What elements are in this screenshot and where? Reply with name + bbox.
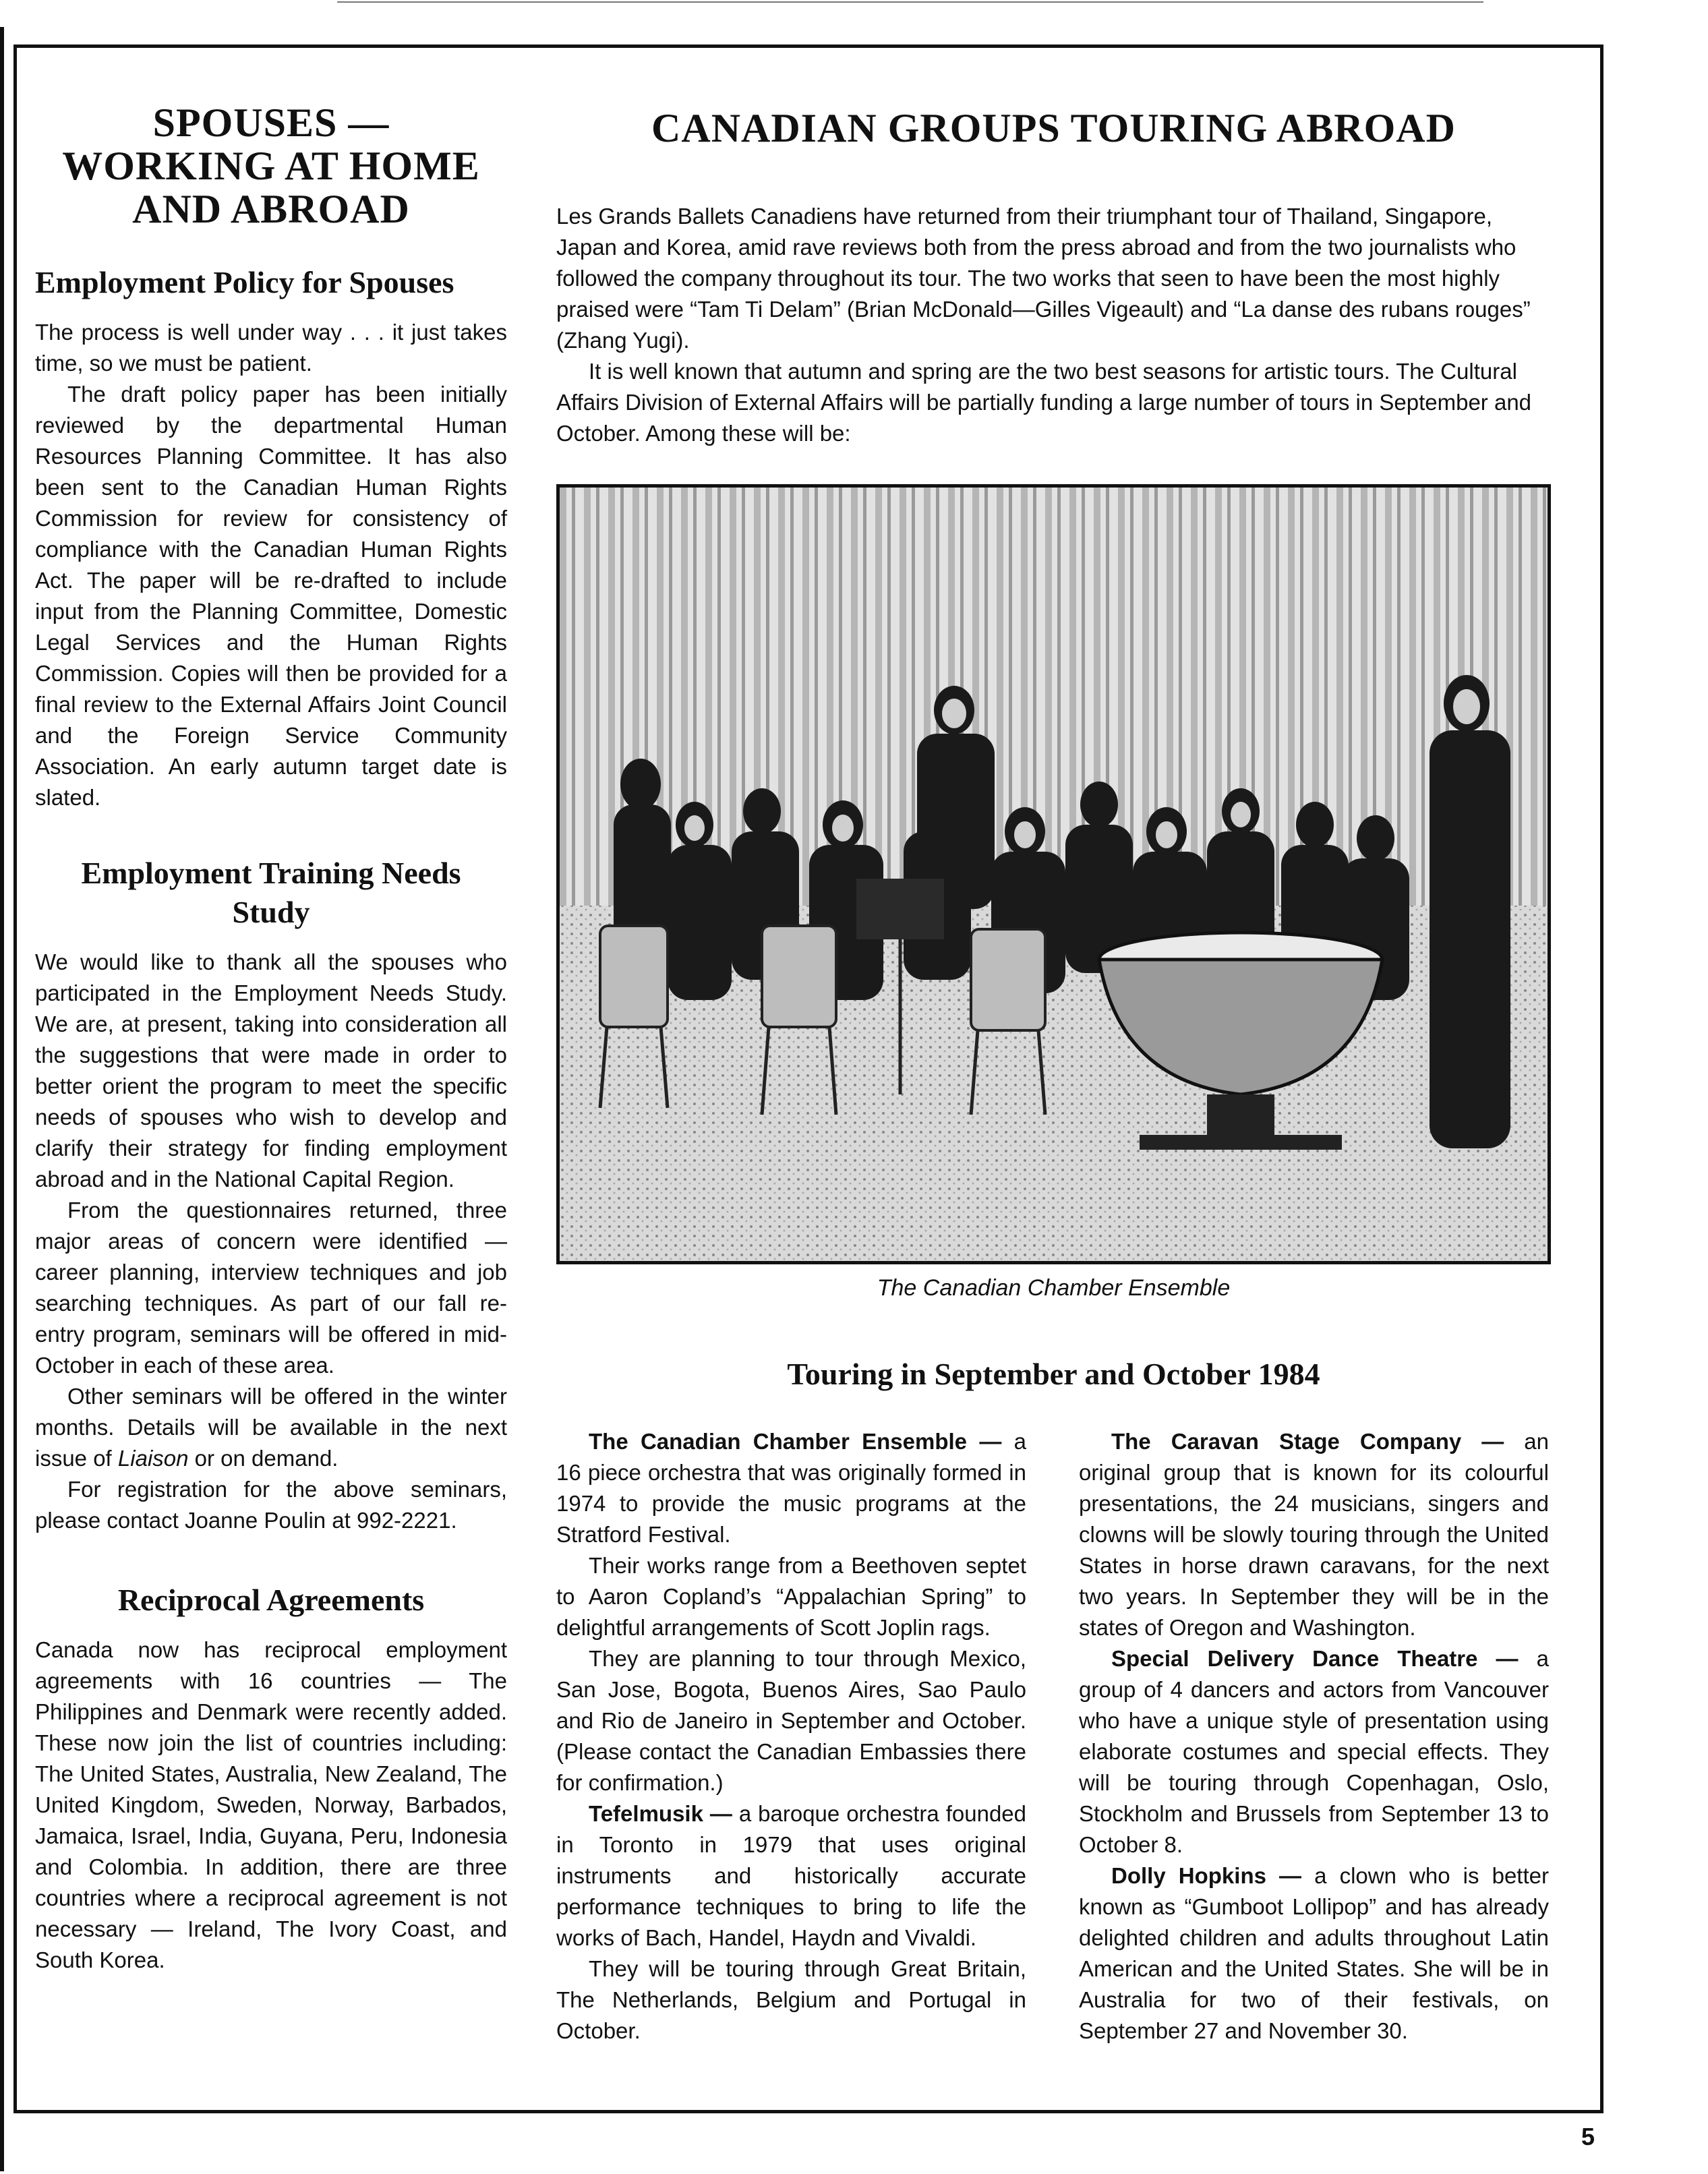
- chamber-ensemble-entry: [556, 1426, 1026, 1550]
- chamber-ensemble-name: The Canadian Chamber Ensemble —: [589, 1429, 1002, 1454]
- reciprocal-paragraph: Canada now has reciprocal employment agreements with 16 countries — The Philippines and Denmark were recently added. These now join the list of countries including: The United States, Australia, New Zealand, The United Kingdom, Sweden, Norway, Barbados, Jamaica, Israel, India, Guyana, Peru, Indonesia and Colombia. In addition, there are three countries where a reciprocal agreement is not necessary — Ireland, The Ivory Coast, and South Korea.: [35, 1637, 507, 1972]
- dolly-hopkins-text: a clown who is better known as “Gumboot Lollipop” and has already delighted children and adults throughout Latin American and the United States. She will be in Australia for two of their festivals, on September 27 and November 30.: [1079, 1863, 1549, 2043]
- liaison-title: Liaison: [117, 1446, 189, 1471]
- training-paragraph-2: From the questionnaires returned, three major areas of concern were identified — career planning, interview techniques and job searching techniques. As part of our fall re-entry program, seminars will be offered in mid-October in each of these area.: [35, 1198, 507, 1378]
- training-p3-after: or on demand.: [188, 1446, 338, 1471]
- tefelmusik-name: Tefelmusik —: [589, 1801, 732, 1826]
- training-p3-before: Other seminars will be offered in the winter months. Details will be available in the next issue of: [35, 1384, 507, 1471]
- chamber-ensemble-text: a 16 piece orchestra that was originally formed in 1974 to provide the music programs at the Stratford Festival.: [556, 1429, 1026, 1547]
- left-column: [35, 101, 507, 1976]
- touring-subheading: Touring in September and October 1984: [787, 1357, 1320, 1391]
- chamber-ensemble-tour: They are planning to tour through Mexico, San Jose, Bogota, Buenos Aires, Sao Paulo and Rio de Janeiro in September and October. (Please contact the Canadian Embassies there for confirmation.): [556, 1646, 1026, 1795]
- policy-paragraph-1: The process is well under way . . . it just takes time, so we must be patient.: [35, 320, 507, 376]
- training-needs-heading: Employment Training Needs Study: [81, 856, 461, 929]
- dolly-hopkins-entry: [1079, 1860, 1549, 2047]
- page-number: 5: [1581, 2123, 1595, 2150]
- dolly-hopkins-name: Dolly Hopkins —: [1111, 1863, 1302, 1888]
- caravan-entry: [1079, 1426, 1549, 1643]
- touring-column-b: [1079, 1426, 1549, 2047]
- caravan-name: The Caravan Stage Company —: [1111, 1429, 1504, 1454]
- policy-paragraph-2: The draft policy paper has been initially reviewed by the departmental Human Resources Planning Committee. It has also been sent to the Canadian Human Rights Commission for review for consistency of compliance with the Canadian Human Rights Act. The paper will be re-drafted to include input from the Planning Committee, Domestic Legal Services and the Human Rights Commission. Copies will then be provided for a final review to the External Affairs Joint Council and the Foreign Service Community Association. An early autumn target date is slated.: [35, 382, 507, 810]
- ensemble-photo-illustration: [560, 488, 1548, 1261]
- employment-policy-heading: Employment Policy for Spouses: [35, 265, 454, 299]
- scan-edge-top: [337, 1, 1483, 3]
- special-delivery-text: a group of 4 dancers and actors from Vancouver who have a unique style of presentation using elaborate costumes and special effects. They will be touring through Copenhagan, Oslo, Stockholm and Brussels from September 13 to October 8.: [1079, 1646, 1549, 1857]
- spouses-main-heading: SPOUSES — WORKING AT HOME AND ABROAD: [62, 100, 480, 231]
- tefelmusik-tour: They will be touring through Great Britain, The Netherlands, Belgium and Portugal in October.: [556, 1956, 1026, 2043]
- touring-column-a: [556, 1426, 1026, 2047]
- intro-paragraph-1: Les Grands Ballets Canadiens have returned from their triumphant tour of Thailand, Singapore, Japan and Korea, amid rave reviews both from the press abroad and from the two journalists who followed the company throughout its tour. The two works that seen to have been the most highly praised were “Tam Ti Delam” (Brian McDonald—Gilles Vigeault) and “La danse des rubans rouges” (Zhang Yugi).: [556, 204, 1531, 353]
- training-paragraph-4: For registration for the above seminars, please contact Joanne Poulin at 992-2221.: [35, 1477, 507, 1533]
- tefelmusik-entry: [556, 1798, 1026, 1953]
- reciprocal-heading: Reciprocal Agreements: [117, 1583, 425, 1617]
- chamber-ensemble-works: Their works range from a Beethoven septet to Aaron Copland’s “Appalachian Spring” to delightful arrangements of Scott Joplin rags.: [556, 1553, 1026, 1640]
- training-paragraph-3: [35, 1381, 507, 1474]
- special-delivery-name: Special Delivery Dance Theatre —: [1111, 1646, 1519, 1671]
- touring-main-title: CANADIAN GROUPS TOURING ABROAD: [651, 106, 1456, 150]
- right-area: [556, 101, 1551, 449]
- scan-edge-left: [0, 27, 4, 2171]
- intro-paragraph-2: It is well known that autumn and spring are the two best seasons for artistic tours. The Cultural Affairs Division of External Affairs will be partially funding a large number of tours in September and October. Among these will be:: [556, 359, 1532, 446]
- tefelmusik-text: a baroque orchestra founded in Toronto in 1979 that uses original instruments and historically accurate performance techniques to bring to life the works of Bach, Handel, Haydn and Vivaldi.: [556, 1801, 1026, 1950]
- ensemble-photo: [556, 484, 1551, 1264]
- caravan-text: an original group that is known for its colourful presentations, the 24 musicians, singers and clowns will be slowly touring through the United States in horse drawn caravans, for the next two years. In September they will be in the states of Oregon and Washington.: [1079, 1429, 1550, 1640]
- training-paragraph-1: We would like to thank all the spouses who participated in the Employment Needs Study. We are, at present, taking into consideration all the suggestions that were made in order to better orient the program to meet the specific needs of spouses who wish to develop and clarify their strategy for finding employment abroad and in the National Capital Region.: [35, 949, 507, 1192]
- photo-caption: The Canadian Chamber Ensemble: [877, 1275, 1231, 1301]
- special-delivery-entry: [1079, 1643, 1549, 1860]
